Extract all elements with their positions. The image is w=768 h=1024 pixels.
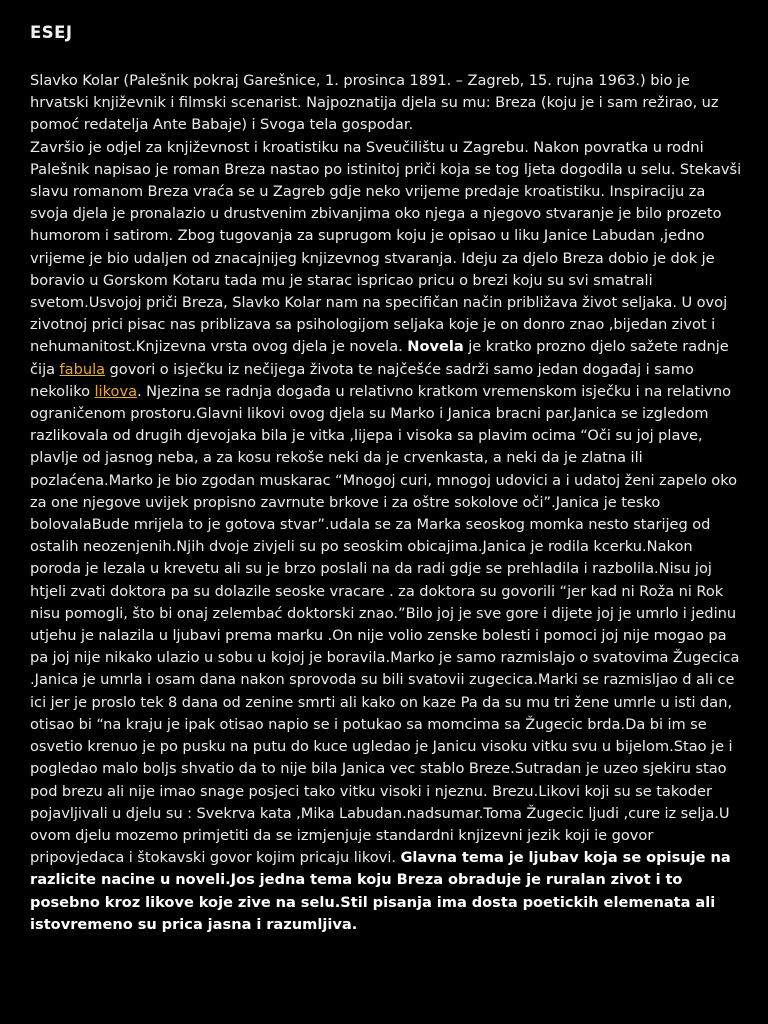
essay-text-segment: govori o isječku iz nečijega života te najčešće sadrži samo jedan događaj i samo nekoliko	[30, 360, 694, 400]
page-title: ESEJ	[30, 23, 73, 42]
essay-body	[30, 70, 742, 936]
essay-paragraph-intro: Slavko Kolar (Palešnik pokraj Garešnice, 1. prosinca 1891. – Zagreb, 15. rujna 1963.) bio je hrvatski književnik i filmski scenarist. Najpoznatija djela su mu: Breza (koju je i sam režirao, uz pomoć redatelja Ante Babaje) i Svoga tela gospodar.	[30, 72, 719, 134]
document	[30, 22, 742, 936]
essay-text-segment: . Njezina se radnja događa u relativno kratkom vremenskom isječku i na relativno ograničenom prostoru.Glavni likovi ovog djela su Marko i Janica bracni par.Janica se izgledom razlikovala od drugih djevojaka bila je vitka ,lijepa i visoka sa plavim ocima “Oči su joj plave, plavlje od jasnog neba, a za kosu rekoše neki da je crvenkasta, a neki da je zlatna ili pozlaćena.Marko je bio zgodan muskarac “Mnogoj curi, mnogoj udovici a i udatoj ženi zapelo oko za one njegove uvijek propisno zavrnute brkove i za oštre sokolove oči”.Janica je tesko bolovalaBude mrijela to je gotova stvar”.udala se za Marka seoskog momka nesto starijeg od ostalih neozenjenih.Njih dvoje zivjeli su po seoskim obicajima.Janica je rodila kcerku.Nakon poroda je lezala u krevetu ali su je brzo poslali na da radi gdje se prehladila i razbolila.Nisu joj htjeli zvati doktora pa su dolazile seoske vracare . za doktora su govorili “jer kad ni Roža ni Rok nisu pomogli, što bi onaj zelembać doktorski znao.”Bilo joj je sve gore i dijete joj je umrlo i jedinu utjehu je nalazila u ljubavi prema marku .On nije volio zenske bolesti i pomoci joj nije mogao pa pa joj nije nikako ulazio u sobu u kojoj je boravila.Marko je samo razmislajo o svatovima Žugecica .Janica je umrla i osam dana nakon sprovoda su bili svatovii zugecica.Marki se razmisljao d ali ce ici jer je proslo tek 8 dana od zenine smrti ali kako on kaze Pa da su mu tri žene umrle u isti dan, otisao bi “na kraju je ipak otisao napio se i potukao sa momcima sa Žugecic brda.Da bi im se osvetio krenuo je po pusku na putu do kuce ugledao je Janicu visoku vitku svu u bijelom.Stao je i pogledao malo boljs shvatio da to nije bila Janica vec stablo Breze.Sutradan je uzeo sjekiru stao pod brezu ali nije imao snage posjeci tako vitku visoki i njeznu. Brezu.Likovi koji su se takoder pojavljivali u djelu su : Svekrva kata ,Mika Labudan.nadsumar.Toma Žugecic ljudi ,cure iz selja.U ovom djelu mozemo primjetiti da se izmjenjuje standardni knjizevni jezik koji ie govor pripovjedaca i štokavski govor kojim pricaju likovi.	[30, 382, 740, 867]
novela-bold-term: Novela	[407, 338, 464, 356]
essay-text-segment: je kratko prozno djelo sažete radnje čija	[30, 338, 729, 378]
likova-link[interactable]: likova	[94, 382, 138, 400]
fabula-link[interactable]: fabula	[59, 360, 106, 378]
essay-paragraph-main: Završio je odjel za književnost i kroatistiku na Sveučilištu u Zagrebu. Nakon povratka u rodni Palešnik napisao je roman Breza nastao po istinitoj priči koja se tog ljeta dogodila u selu. Stekavši slavu romanom Breza vraća se u Zagreb gdje neko vrijeme predaje kroatistiku. Inspiraciju za svoja djela je pronalazio u drustvenim zbivanjima oko njega a njegovo stvaranje je bilo prozeto humorom i satirom. Zbog tugovanja za suprugom koju je opisao u liku Janice Labudan ,jedno vrijeme je bio udaljen od znacajnijeg knjizevnog stvaranja. Ideju za djelo Breza dobio je dok je boravio u Gorskom Kotaru tada mu je starac ispricao pricu o brezi koju su svi smatrali svetom.Usvojoj priči Breza, Slavko Kolar nam na specifičan način približava život seljaka. U ovoj zivotnoj prici pisac nas priblizava sa psihologijom seljaka koje je on donro znao ,bijedan zivot i nehumanitost.Knjizevna vrsta ovog djela je novela.	[30, 138, 742, 356]
closing-bold-statement: Glavna tema je ljubav koja se opisuje na razlicite nacine u noveli.Jos jedna tema koju Breza obraduje je ruralan zivot i to posebno kroz likove koje zive na selu.Stil pisanja ima dosta poetickih elemenata ali istovremeno su prica jasna i razumljiva.	[30, 849, 731, 933]
